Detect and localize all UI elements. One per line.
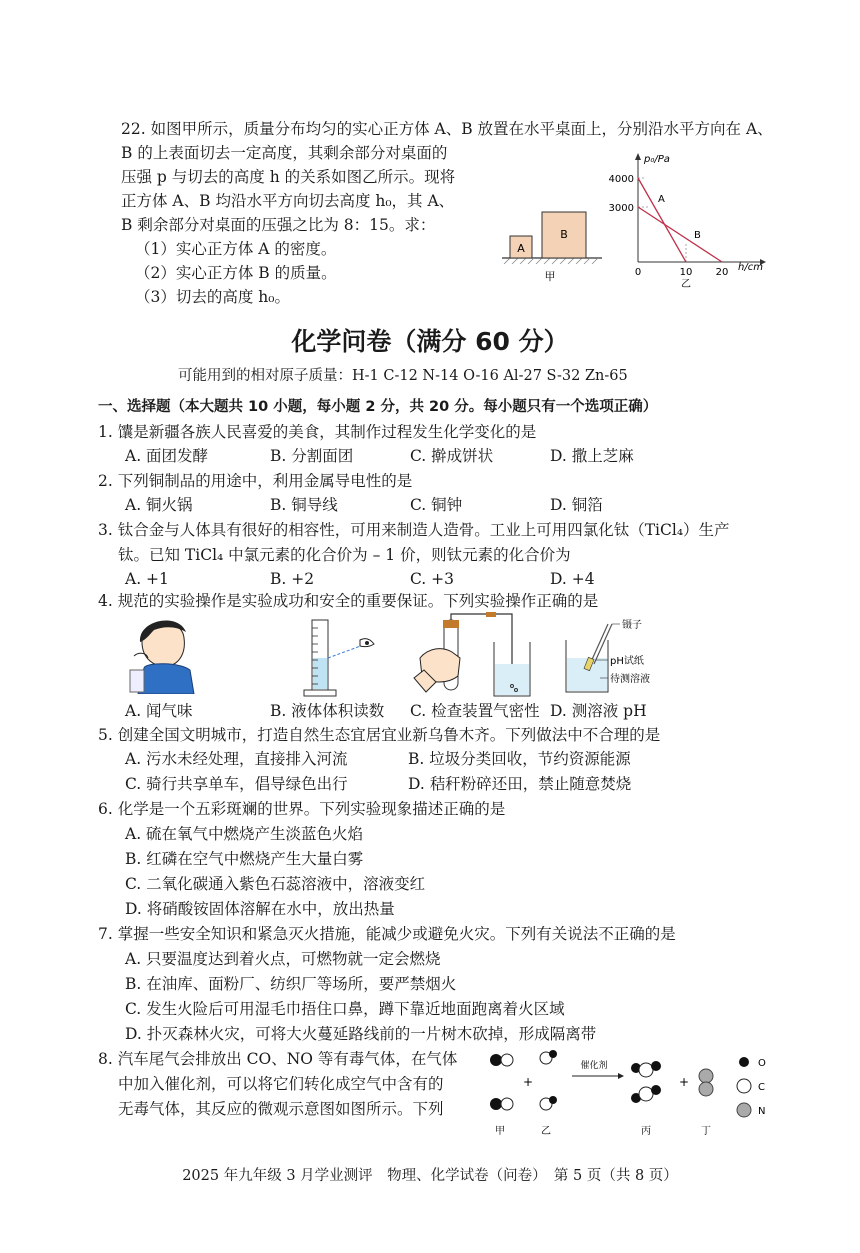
q1-stem: 1. 馕是新疆各族人民喜爱的美食，其制作过程发生化学变化的是 [98, 423, 537, 441]
q5-stem: 5. 创建全国文明城市，打造自然生态宜居宜业新乌鲁木齐。下列做法中不合理的是 [98, 726, 661, 744]
q6-option-b: B. 红磷在空气中燃烧产生大量白雾 [125, 850, 364, 868]
block-a-label: A [517, 242, 525, 255]
q1-option-b: B. 分割面团 [270, 447, 354, 465]
q7-option-d: D. 扑灭森林火灾，可将大火蔓延路线前的一片树木砍掉，形成隔离带 [125, 1025, 597, 1043]
q22-sub-1: （1）实心正方体 A 的密度。 [135, 240, 337, 258]
q1-option-c: C. 擀成饼状 [410, 447, 494, 465]
q3-option-a: A. +1 [125, 570, 169, 588]
plus-1: + [522, 1075, 534, 1089]
y-axis-label: p₀/Pa [644, 154, 670, 165]
tick-0: 0 [634, 267, 642, 278]
q1-option-a: A. 面团发酵 [125, 447, 209, 465]
q7-option-b: B. 在油库、面粉厂、纺织厂等场所，要严禁烟火 [125, 975, 457, 993]
legend-c-symbol [737, 1079, 751, 1093]
q4-option-d: D. 测溶液 pH [550, 702, 647, 720]
q8-line-3: 无毒气体，其反应的微观示意图如图所示。下列 [118, 1100, 444, 1118]
legend-n: N [758, 1106, 766, 1117]
line-a [638, 178, 686, 262]
airtightness-check-illustration [408, 612, 538, 700]
q6-option-c: C. 二氧化碳通入紫色石蕊溶液中，溶液变红 [125, 875, 426, 893]
q7-option-c: C. 发生火险后可用湿毛巾捂住口鼻，蹲下靠近地面跑离着火区域 [125, 1000, 565, 1018]
line-a-label: A [658, 194, 665, 205]
q4-option-b: B. 液体体积读数 [270, 702, 385, 720]
q3-stem-1: 3. 钛合金与人体具有很好的相容性，可用来制造人造骨。工业上可用四氯化钛（TiCl₄）生产 [98, 521, 730, 539]
q7-stem: 7. 掌握一些安全知识和紧急灭火措施，能减少或避免火灾。下列有关说法不正确的是 [98, 925, 676, 943]
legend-c: C [758, 1082, 765, 1093]
label-jia: 甲 [495, 1126, 505, 1137]
tick-3000: 3000 [608, 203, 634, 214]
chem-title: 化学问卷（满分 60 分） [291, 327, 569, 356]
q2-option-d: D. 铜箔 [550, 496, 603, 514]
q3-option-c: C. +3 [410, 570, 455, 588]
q5-option-b: B. 垃圾分类回收，节约资源能源 [408, 750, 631, 768]
q5-option-a: A. 污水未经处理，直接排入河流 [125, 750, 348, 768]
label-ding: 丁 [701, 1126, 711, 1137]
figure-yi-caption: 乙 [681, 279, 691, 290]
q22-line-1: 22. 如图甲所示，质量分布均匀的实心正方体 A、B 放置在水平桌面上，分别沿水平方向在 A、 [121, 120, 773, 138]
figure-jia-blocks [498, 200, 608, 290]
legend-o: O [758, 1058, 766, 1069]
q1-option-d: D. 撒上芝麻 [550, 447, 634, 465]
q2-stem: 2. 下列铜制品的用途中，利用金属导电性的是 [98, 472, 413, 490]
plus-2: + [678, 1075, 690, 1089]
tick-20: 20 [715, 267, 729, 278]
legend-o-symbol [739, 1057, 749, 1067]
tick-10: 10 [679, 267, 693, 278]
smell-gas-illustration [124, 612, 204, 694]
x-axis-label: h/cm [738, 262, 763, 273]
atomic-masses: 可能用到的相对原子质量：H-1 C-12 N-14 O-16 Al-27 S-32 Zn-65 [178, 368, 628, 384]
catalyst-label: 催化剂 [580, 1061, 608, 1071]
ph-test-illustration [560, 612, 690, 698]
figure-jia-caption: 甲 [544, 270, 556, 283]
q22-line-2: B 的上表面切去一定高度，其剩余部分对桌面的 [121, 144, 448, 162]
page-footer: 2025 年九年级 3 月学业测评 物理、化学试卷（问卷） 第 5 页（共 8 页） [182, 1168, 678, 1184]
solution-label: 待测溶液 [610, 674, 650, 685]
figure-yi-graph [602, 150, 772, 290]
q3-option-b: B. +2 [270, 570, 315, 588]
block-b-label: B [560, 228, 568, 241]
section-1-heading: 一、选择题（本大题共 10 小题，每小题 2 分，共 20 分。每小题只有一个选项正确） [98, 399, 658, 415]
q22-sub-3: （3）切去的高度 h₀。 [135, 288, 290, 306]
q7-option-a: A. 只要温度达到着火点，可燃物就一定会燃烧 [125, 950, 441, 968]
q3-stem-2: 钛。已知 TiCl₄ 中氯元素的化合价为 – 1 价，则钛元素的化合价为 [118, 546, 571, 564]
ph-paper-label: pH试纸 [610, 656, 644, 667]
legend-n-symbol [737, 1103, 751, 1117]
q22-line-4: 正方体 A、B 均沿水平方向切去高度 h₀，其 A、 [121, 192, 455, 210]
line-b-label: B [694, 230, 701, 241]
tick-4000: 4000 [608, 174, 634, 185]
q8-line-2: 中加入催化剂，可以将它们转化成空气中含有的 [118, 1075, 444, 1093]
q22-sub-2: （2）实心正方体 B 的质量。 [135, 264, 337, 282]
q2-option-c: C. 铜钟 [410, 496, 463, 514]
q5-option-d: D. 秸秆粉碎还田，禁止随意焚烧 [408, 775, 632, 793]
q6-option-a: A. 硫在氧气中燃烧产生淡蓝色火焰 [125, 825, 364, 843]
line-b [638, 207, 722, 262]
reaction-micro-diagram [486, 1048, 776, 1140]
label-bing: 丙 [641, 1126, 651, 1137]
q6-option-d: D. 将硝酸铵固体溶解在水中，放出热量 [125, 900, 395, 918]
q4-option-a: A. 闻气味 [125, 702, 193, 720]
q6-stem: 6. 化学是一个五彩斑斓的世界。下列实验现象描述正确的是 [98, 800, 506, 818]
q5-option-c: C. 骑行共享单车，倡导绿色出行 [125, 775, 348, 793]
q8-line-1: 8. 汽车尾气会排放出 CO、NO 等有毒气体，在气体 [98, 1050, 458, 1068]
q22-line-5: B 剩余部分对桌面的压强之比为 8：15。求： [121, 216, 436, 234]
q22-line-3: 压强 p 与切去的高度 h 的关系如图乙所示。现将 [121, 168, 456, 186]
q3-option-d: D. +4 [550, 570, 595, 588]
q4-stem: 4. 规范的实验操作是实验成功和安全的重要保证。下列实验操作正确的是 [98, 592, 599, 610]
q2-option-a: A. 铜火锅 [125, 496, 193, 514]
q4-option-c: C. 检查装置气密性 [410, 702, 540, 720]
cylinder-reading-illustration [290, 616, 380, 698]
tweezers-label: 镊子 [622, 620, 642, 631]
q2-option-b: B. 铜导线 [270, 496, 338, 514]
label-yi: 乙 [541, 1126, 551, 1137]
